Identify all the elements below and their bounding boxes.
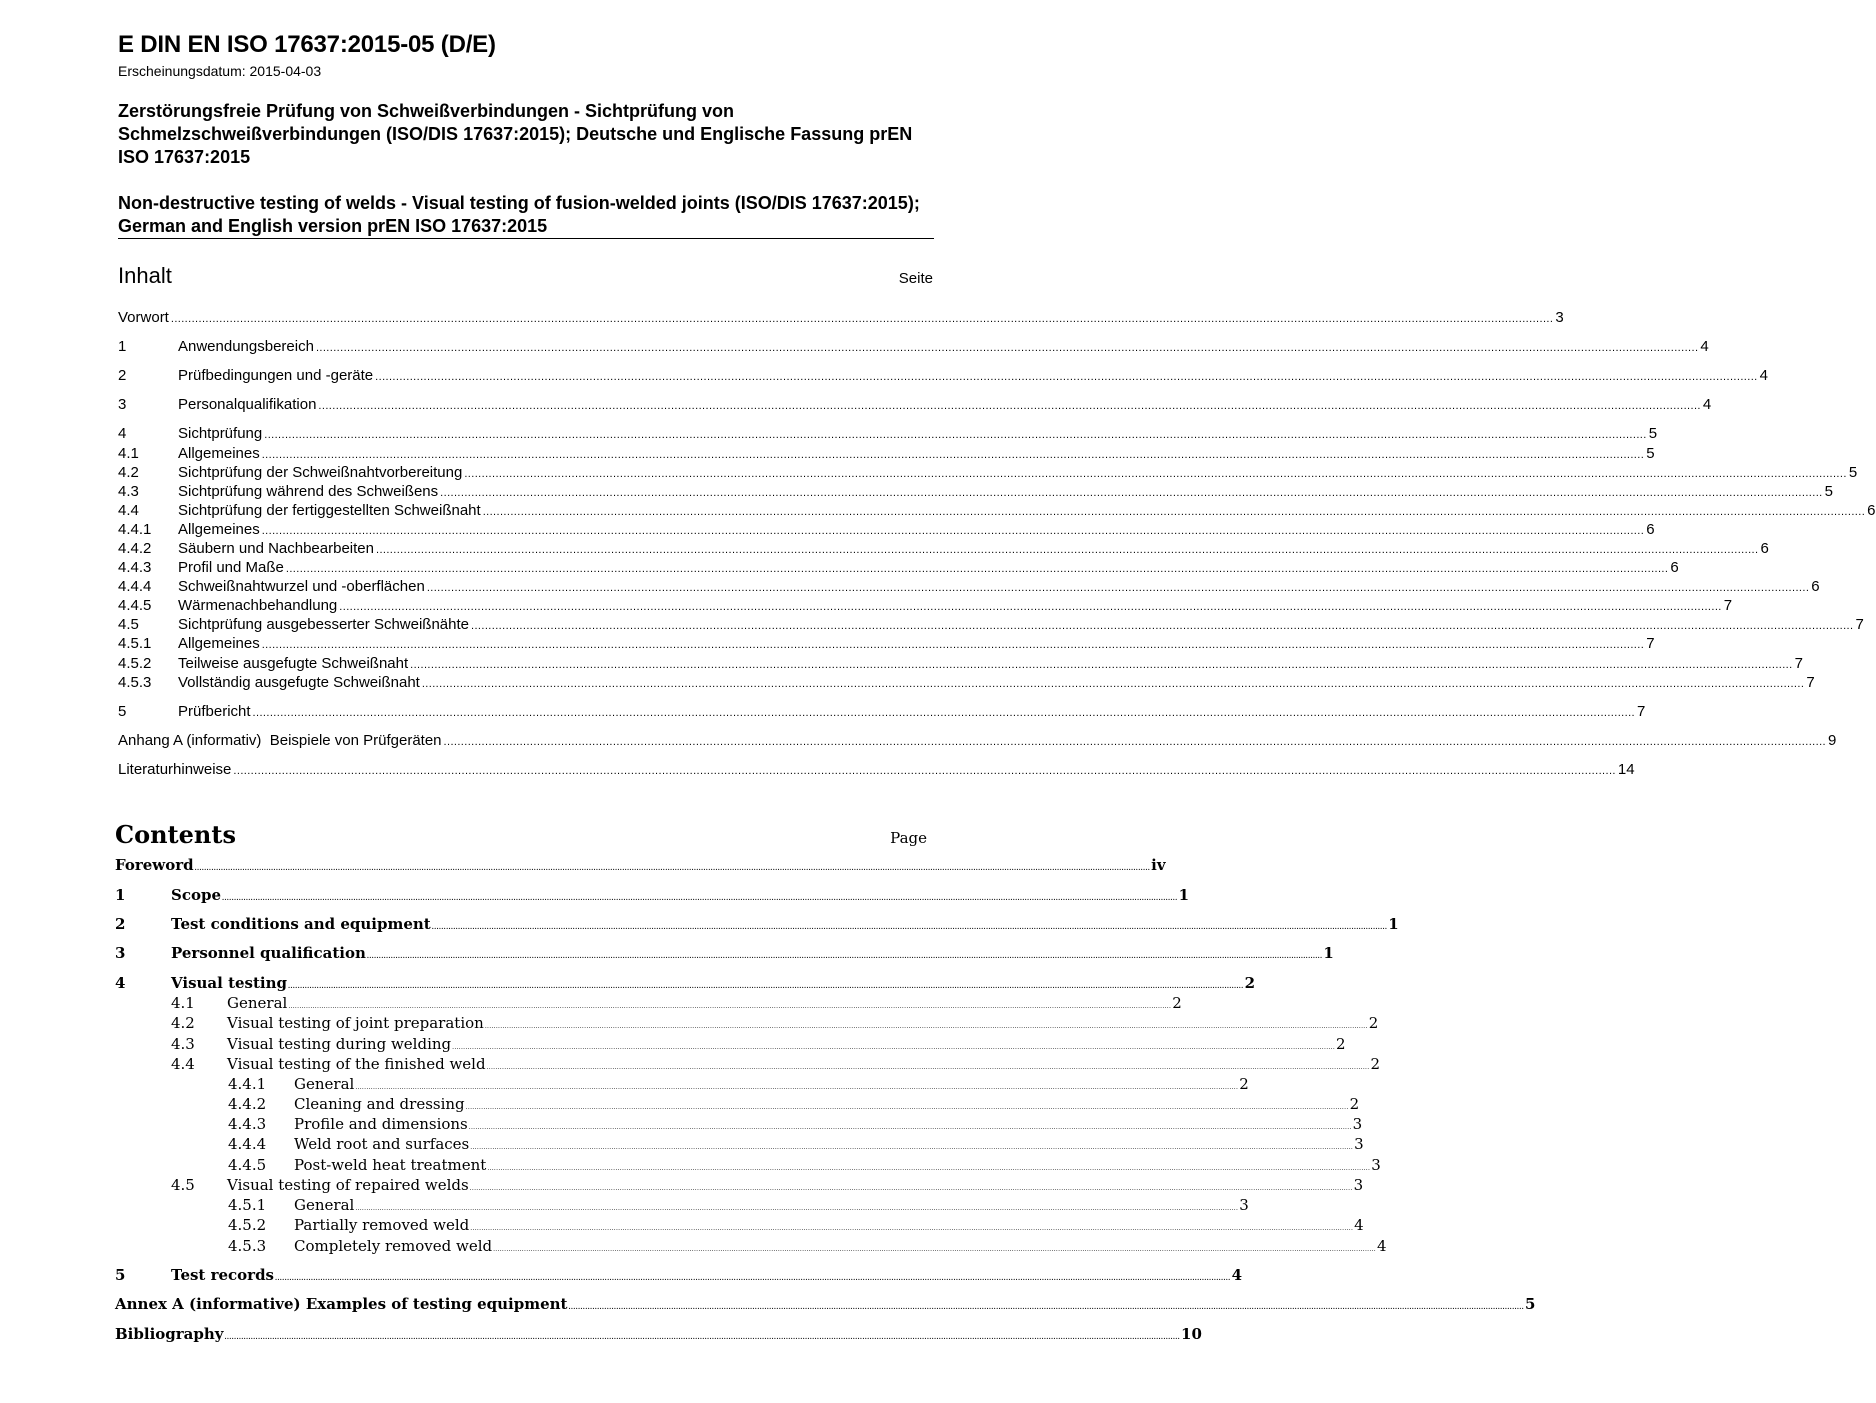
toc-de-entry-label: Allgemeines (178, 445, 260, 462)
toc-en-entry-page: 1 (1323, 944, 1334, 962)
toc-en-entry[interactable] (115, 943, 1334, 963)
toc-en-entry-label: Personnel qualification (171, 944, 366, 962)
toc-de-entry[interactable] (118, 395, 1712, 414)
toc-en-entry-number: 2 (115, 915, 126, 933)
title-english: Non-destructive testing of welds - Visual testing of fusion-welded joints (ISO/DIS 17637:2015); German and English version prEN ISO 17637:2015 (118, 193, 920, 236)
toc-de-entry-label: Wärmenachbehandlung (178, 597, 338, 614)
toc-en-entry[interactable] (228, 1074, 1249, 1094)
toc-de-entry-label: Allgemeines (178, 635, 260, 652)
toc-de-entry-page: 5 (1824, 483, 1833, 500)
toc-en-entry[interactable] (228, 1215, 1364, 1235)
toc-de-leader-dots: ................................................................................................................................................................................................................................................................................................................................................................................................................ (261, 639, 1645, 651)
toc-de-entry[interactable] (118, 308, 1564, 327)
toc-de-entry-page: 4 (1702, 396, 1712, 413)
toc-de-entry-number: 2 (118, 367, 127, 384)
toc-de-leader-dots: ................................................................................................................................................................................................................................................................................................................................................................................................................ (482, 506, 1866, 518)
toc-en-entry-page: 2 (1370, 1055, 1380, 1073)
toc-de-entry[interactable] (118, 577, 1820, 596)
toc-en-header (115, 820, 927, 852)
toc-de-entry-number: 4.4.5 (118, 597, 152, 614)
toc-en-entry[interactable] (115, 973, 1255, 993)
toc-de-entry-number: 4.4 (118, 502, 139, 519)
toc-en-entry-number: 4.2 (171, 1014, 195, 1032)
toc-de-leader-dots: ................................................................................................................................................................................................................................................................................................................................................................................................................ (315, 342, 1699, 354)
toc-de-entry-page: 5 (1646, 445, 1655, 462)
toc-de-entry-page: 7 (1646, 635, 1655, 652)
toc-de-entry-label: Personalqualifikation (178, 396, 317, 413)
toc-en-entry[interactable] (171, 1034, 1346, 1054)
title-german: Zerstörungsfreie Prüfung von Schweißverbindungen - Sichtprüfung von Schmelzschweißverbindungen (ISO/DIS 17637:2015); Deutsche und Englische Fassung prEN ISO 17637:2015 (118, 101, 913, 167)
toc-en-entry-page: 3 (1239, 1196, 1249, 1214)
toc-en-entry-label: Scope (171, 886, 222, 904)
toc-de-entry[interactable] (118, 615, 1864, 634)
toc-en-entry-label: Completely removed weld (294, 1237, 493, 1255)
toc-en-entry[interactable] (228, 1134, 1364, 1154)
toc-en-leader-dots: ................................................................................................................................................................................................................................................................................................................................................................................................................ (486, 1064, 1370, 1071)
toc-de-leader-dots: ................................................................................................................................................................................................................................................................................................................................................................................................................ (421, 678, 1805, 690)
toc-en-entry-number: 4.4.5 (228, 1156, 267, 1174)
toc-de-entry[interactable] (118, 673, 1815, 692)
toc-de-leader-dots: ................................................................................................................................................................................................................................................................................................................................................................................................................ (233, 765, 1616, 777)
document-id: E DIN EN ISO 17637:2015-05 (D/E) (118, 31, 496, 58)
toc-de-entry-label: Anwendungsbereich (178, 338, 314, 355)
toc-de-entry-number: 5 (118, 703, 127, 720)
toc-en-entry-page: 2 (1244, 974, 1255, 992)
toc-en-entry[interactable] (115, 1265, 1242, 1285)
toc-de-entry[interactable] (118, 731, 1837, 750)
toc-en-entry-label: Annex A (informative) Examples of testing equipment (115, 1295, 568, 1313)
toc-de-entry-page: 5 (1648, 425, 1658, 442)
toc-en-leader-dots: ................................................................................................................................................................................................................................................................................................................................................................................................................ (493, 1246, 1376, 1253)
toc-de-entry-label: Prüfbedingungen und -geräte (178, 367, 374, 384)
toc-de-entry-page: 6 (1867, 502, 1876, 519)
toc-de-heading: Inhalt (118, 263, 172, 288)
toc-en-entry-number: 4.1 (171, 994, 195, 1012)
toc-de-entry-label: Sichtprüfung der fertiggestellten Schweißnaht (178, 502, 481, 519)
toc-en-entry-number: 4.5.3 (228, 1237, 267, 1255)
toc-en-entry-number: 4.4.2 (228, 1095, 267, 1113)
toc-en-entry-page: 2 (1172, 994, 1182, 1012)
toc-en-leader-dots: ................................................................................................................................................................................................................................................................................................................................................................................................................ (470, 1144, 1354, 1151)
toc-en-leader-dots: ................................................................................................................................................................................................................................................................................................................................................................................................................ (468, 1124, 1352, 1131)
toc-de-entry-label: Profil und Maße (178, 559, 284, 576)
toc-de-leader-dots: ................................................................................................................................................................................................................................................................................................................................................................................................................ (443, 736, 1826, 748)
toc-de-entry-label: Sichtprüfung (178, 425, 263, 442)
toc-en-entry[interactable] (228, 1094, 1360, 1114)
toc-en-entry-number: 4.4.3 (228, 1115, 267, 1133)
toc-de-entry-page: 6 (1811, 578, 1820, 595)
header-rule (118, 238, 934, 239)
toc-en-entry-page: 2 (1368, 1014, 1379, 1032)
toc-de-entry[interactable] (118, 539, 1769, 558)
toc-en-entry-page: iv (1151, 856, 1166, 874)
toc-en-entry-page: 1 (1388, 915, 1399, 933)
toc-de-entry[interactable] (118, 463, 1858, 482)
toc-de-entry[interactable] (118, 702, 1646, 721)
toc-en-entry-number: 4.4.4 (228, 1135, 267, 1153)
toc-de-entry-page: 6 (1646, 521, 1655, 538)
toc-de-entry-label: Schweißnahtwurzel und -oberflächen (178, 578, 425, 595)
toc-de-entry-label: Sichtprüfung während des Schweißens (178, 483, 439, 500)
toc-de-page-label: Seite (898, 270, 933, 287)
toc-en-entry-page: 4 (1231, 1266, 1242, 1284)
toc-en-entry-label: Foreword (115, 856, 194, 874)
toc-en-entry[interactable] (228, 1155, 1381, 1175)
toc-en-entry-page: 3 (1353, 1176, 1364, 1194)
toc-en-entry-page: 2 (1349, 1095, 1360, 1113)
toc-de-entry-number: 4.4.1 (118, 521, 152, 538)
toc-en-entry[interactable] (228, 1114, 1363, 1134)
toc-en-entry-label: Weld root and surfaces (294, 1135, 470, 1153)
toc-de-entry-page: 6 (1760, 540, 1769, 557)
toc-en-leader-dots: ................................................................................................................................................................................................................................................................................................................................................................................................................ (470, 1225, 1354, 1232)
toc-de-entry-label: Sichtprüfung ausgebesserter Schweißnähte (178, 616, 470, 633)
toc-de-leader-dots: ................................................................................................................................................................................................................................................................................................................................................................................................................ (261, 449, 1645, 461)
toc-en-entry[interactable] (171, 1013, 1379, 1033)
toc-en-entry-page: 4 (1354, 1216, 1364, 1234)
toc-en-entry-number: 1 (115, 886, 126, 904)
toc-en-entry-label: General (294, 1196, 355, 1214)
toc-en-leader-dots: ................................................................................................................................................................................................................................................................................................................................................................................................................ (194, 865, 1151, 872)
toc-de-entry-number: 4.5.3 (118, 674, 152, 691)
toc-de-entry-label: Literaturhinweise (118, 761, 232, 778)
toc-en-leader-dots: ................................................................................................................................................................................................................................................................................................................................................................................................................ (288, 983, 1244, 990)
toc-de-entry-number: 4.4.2 (118, 540, 152, 557)
toc-de-entry-number: 4.5.2 (118, 655, 152, 672)
toc-de-entry[interactable] (118, 337, 1709, 356)
toc-en-entry-page: 3 (1352, 1115, 1363, 1133)
toc-en-leader-dots: ................................................................................................................................................................................................................................................................................................................................................................................................................ (222, 895, 1178, 902)
toc-de-entry-label: Vorwort (118, 309, 169, 326)
toc-en-entry[interactable] (171, 993, 1182, 1013)
toc-de-entry-number: 4.5.1 (118, 635, 152, 652)
toc-en-leader-dots: ................................................................................................................................................................................................................................................................................................................................................................................................................ (568, 1304, 1525, 1311)
toc-de-entry-number: 1 (118, 338, 127, 355)
toc-de-entry-number: 4.4.4 (118, 578, 152, 595)
toc-de-entry-label: Anhang A (informativ) Beispiele von Prüfgeräten (118, 732, 442, 749)
toc-en-entry-number: 4 (115, 974, 126, 992)
toc-en-entry-number: 3 (115, 944, 126, 962)
toc-en-leader-dots: ................................................................................................................................................................................................................................................................................................................................................................................................................ (484, 1023, 1368, 1030)
toc-en-entry-number: 4.3 (171, 1035, 195, 1053)
toc-en-entry-number: 4.5.2 (228, 1216, 267, 1234)
publication-date: Erscheinungsdatum: 2015-04-03 (118, 63, 322, 79)
toc-de-leader-dots: ................................................................................................................................................................................................................................................................................................................................................................................................................ (375, 371, 1758, 383)
toc-en-entry-label: Visual testing of the finished weld (227, 1055, 486, 1073)
toc-en-entry-page: 4 (1376, 1237, 1387, 1255)
toc-de-entry-label: Prüfbericht (178, 703, 251, 720)
toc-en-entry-label: Test records (171, 1266, 275, 1284)
toc-en-leader-dots: ................................................................................................................................................................................................................................................................................................................................................................................................................ (469, 1185, 1353, 1192)
toc-en-leader-dots: ................................................................................................................................................................................................................................................................................................................................................................................................................ (366, 953, 1323, 960)
toc-en-entry-page: 3 (1371, 1156, 1381, 1174)
toc-en-leader-dots: ................................................................................................................................................................................................................................................................................................................................................................................................................ (288, 1003, 1172, 1010)
toc-en-entry-page: 2 (1239, 1075, 1249, 1093)
toc-de-entry-page: 3 (1555, 309, 1564, 326)
toc-de-entry[interactable] (118, 654, 1803, 673)
toc-de-leader-dots: ................................................................................................................................................................................................................................................................................................................................................................................................................ (339, 601, 1722, 613)
toc-de-entry[interactable] (118, 501, 1876, 520)
toc-en-page-label: Page (890, 829, 927, 847)
toc-en-entry-label: Visual testing of repaired welds (227, 1176, 469, 1194)
toc-en-entry-label: Visual testing during welding (227, 1035, 452, 1053)
toc-de-entry-label: Säubern und Nachbearbeiten (178, 540, 374, 557)
toc-de-entry-page: 9 (1828, 732, 1837, 749)
toc-de-entry-label: Allgemeines (178, 521, 260, 538)
toc-en-entry-label: Cleaning and dressing (294, 1095, 465, 1113)
toc-de-entry[interactable] (118, 444, 1655, 463)
toc-en-leader-dots: ................................................................................................................................................................................................................................................................................................................................................................................................................ (465, 1104, 1349, 1111)
toc-en-entry-number: 4.5.1 (228, 1196, 267, 1214)
toc-de-entry[interactable] (118, 366, 1768, 385)
toc-de-leader-dots: ................................................................................................................................................................................................................................................................................................................................................................................................................ (170, 313, 1554, 325)
toc-en-entry-page: 3 (1354, 1135, 1364, 1153)
toc-en-entry-label: Bibliography (115, 1325, 224, 1343)
toc-de-entry-number: 4.4.3 (118, 559, 152, 576)
toc-de-leader-dots: ................................................................................................................................................................................................................................................................................................................................................................................................................ (471, 620, 1854, 632)
toc-en-entry[interactable] (228, 1195, 1249, 1215)
toc-de-leader-dots: ................................................................................................................................................................................................................................................................................................................................................................................................................ (264, 429, 1647, 441)
toc-de-entry-page: 7 (1637, 703, 1646, 720)
toc-de-entry-label: Teilweise ausgefugte Schweißnaht (178, 655, 409, 672)
toc-de-leader-dots: ................................................................................................................................................................................................................................................................................................................................................................................................................ (375, 544, 1759, 556)
toc-en-entry-number: 4.4 (171, 1055, 195, 1073)
toc-de-leader-dots: ................................................................................................................................................................................................................................................................................................................................................................................................................ (285, 563, 1669, 575)
toc-en-entry-page: 2 (1336, 1035, 1346, 1053)
toc-en-entry[interactable] (228, 1236, 1387, 1256)
toc-de-leader-dots: ................................................................................................................................................................................................................................................................................................................................................................................................................ (426, 582, 1810, 594)
toc-en-entry-label: Partially removed weld (294, 1216, 470, 1234)
toc-de-entry-page: 4 (1759, 367, 1768, 384)
toc-en-entry-page: 5 (1525, 1295, 1536, 1313)
toc-de-entry-page: 7 (1723, 597, 1733, 614)
toc-de-entry-page: 7 (1794, 655, 1803, 672)
toc-de-entry[interactable] (118, 558, 1679, 577)
toc-de-entry-number: 4 (118, 425, 127, 442)
toc-en-entry-label: Post-weld heat treatment (294, 1156, 487, 1174)
toc-de-entry-page: 7 (1855, 616, 1864, 633)
toc-en-entry-page: 1 (1178, 886, 1189, 904)
toc-de-entry-page: 4 (1700, 338, 1709, 355)
toc-en-entry-label: Visual testing of joint preparation (227, 1014, 484, 1032)
toc-en-leader-dots: ................................................................................................................................................................................................................................................................................................................................................................................................................ (355, 1205, 1239, 1212)
toc-en-entry-label: General (294, 1075, 355, 1093)
toc-en-entry-page: 10 (1181, 1325, 1202, 1343)
toc-en-entry[interactable] (171, 1175, 1364, 1195)
toc-de-leader-dots: ................................................................................................................................................................................................................................................................................................................................................................................................................ (318, 400, 1701, 412)
toc-en-leader-dots: ................................................................................................................................................................................................................................................................................................................................................................................................................ (431, 924, 1388, 931)
toc-en-leader-dots: ................................................................................................................................................................................................................................................................................................................................................................................................................ (275, 1275, 1231, 1282)
toc-de-entry-number: 4.3 (118, 483, 139, 500)
toc-en-entry-number: 5 (115, 1266, 126, 1284)
toc-en-entry-label: General (227, 994, 288, 1012)
toc-en-entry-number: 4.5 (171, 1176, 195, 1194)
toc-en-entry[interactable] (115, 914, 1399, 934)
toc-de-entry-label: Sichtprüfung der Schweißnahtvorbereitung (178, 464, 463, 481)
toc-en-entry-label: Test conditions and equipment (171, 915, 431, 933)
toc-de-leader-dots: ................................................................................................................................................................................................................................................................................................................................................................................................................ (261, 525, 1645, 537)
toc-de-entry[interactable] (118, 596, 1733, 615)
toc-en-leader-dots: ................................................................................................................................................................................................................................................................................................................................................................................................................ (452, 1044, 1336, 1051)
toc-de-entry-number: 4.5 (118, 616, 139, 633)
toc-en-entry[interactable] (115, 1294, 1536, 1314)
toc-en-leader-dots: ................................................................................................................................................................................................................................................................................................................................................................................................................ (355, 1084, 1239, 1091)
toc-de-header (118, 262, 933, 292)
toc-de-entry-page: 6 (1670, 559, 1679, 576)
toc-de-entry-number: 3 (118, 396, 127, 413)
toc-de-entry[interactable] (118, 424, 1658, 443)
toc-de-entry-page: 14 (1617, 761, 1635, 778)
toc-de-leader-dots: ................................................................................................................................................................................................................................................................................................................................................................................................................ (252, 707, 1636, 719)
toc-en-leader-dots: ................................................................................................................................................................................................................................................................................................................................................................................................................ (224, 1334, 1181, 1341)
toc-en-entry-label: Visual testing (171, 974, 288, 992)
toc-de-leader-dots: ................................................................................................................................................................................................................................................................................................................................................................................................................ (464, 468, 1847, 480)
toc-de-entry[interactable] (118, 520, 1655, 539)
toc-de-entry-page: 7 (1806, 674, 1815, 691)
toc-en-entry[interactable] (115, 855, 1166, 875)
toc-en-leader-dots: ................................................................................................................................................................................................................................................................................................................................................................................................................ (487, 1165, 1371, 1172)
toc-en-heading: Contents (115, 820, 236, 849)
toc-de-entry[interactable] (118, 760, 1635, 779)
toc-de-entry-label: Vollständig ausgefugte Schweißnaht (178, 674, 420, 691)
toc-en-entry-number: 4.4.1 (228, 1075, 267, 1093)
toc-de-entry[interactable] (118, 482, 1833, 501)
toc-en-entry[interactable] (171, 1054, 1380, 1074)
toc-de-entry[interactable] (118, 634, 1655, 653)
toc-de-entry-number: 4.2 (118, 464, 139, 481)
toc-de-leader-dots: ................................................................................................................................................................................................................................................................................................................................................................................................................ (440, 487, 1823, 499)
toc-en-entry[interactable] (115, 885, 1189, 905)
toc-de-entry-number: 4.1 (118, 445, 139, 462)
toc-en-entry-label: Profile and dimensions (294, 1115, 468, 1133)
toc-de-entry-page: 5 (1848, 464, 1858, 481)
toc-en-entry[interactable] (115, 1324, 1202, 1344)
toc-de-leader-dots: ................................................................................................................................................................................................................................................................................................................................................................................................................ (410, 659, 1793, 671)
